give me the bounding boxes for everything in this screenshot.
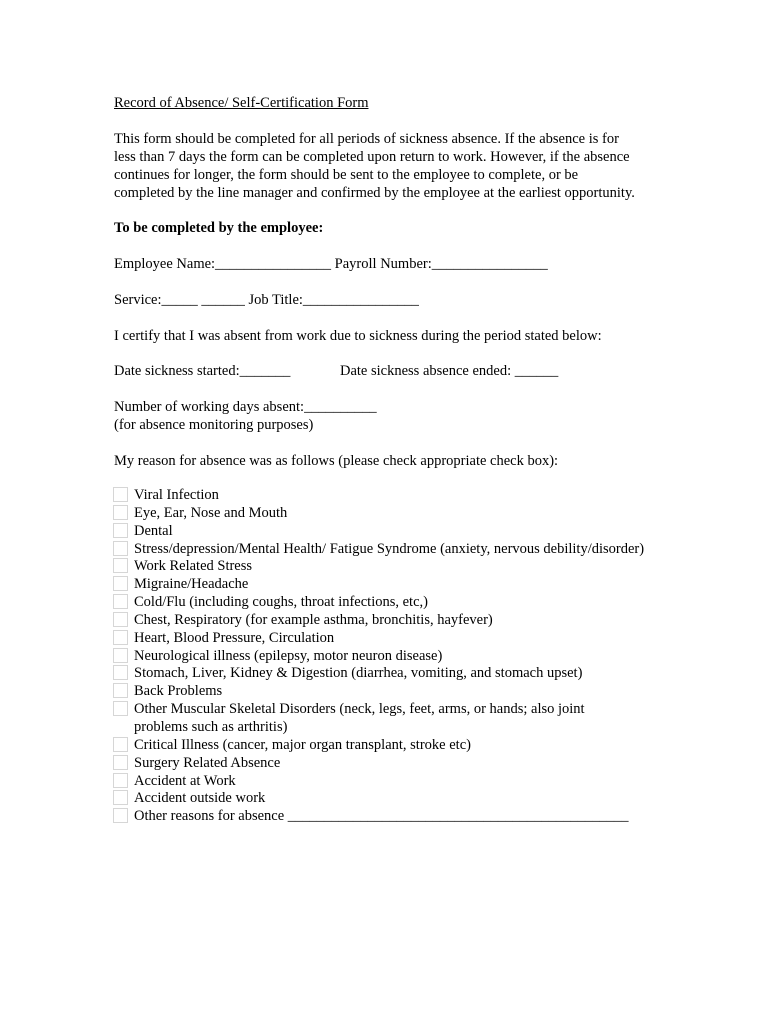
reason-item <box>113 505 713 523</box>
reason-item <box>113 576 713 594</box>
reason-item <box>113 612 713 630</box>
reason-prompt: My reason for absence was as follows (please check appropriate check box): <box>114 453 559 469</box>
reason-label[interactable]: Other reasons for absence _______________________________________________ <box>134 808 629 825</box>
reason-label: Migraine/Headache <box>134 576 249 593</box>
reason-checkbox[interactable] <box>113 808 128 823</box>
reason-item <box>113 701 713 737</box>
reason-checkbox[interactable] <box>113 576 128 591</box>
working-days-absent-field[interactable]: Number of working days absent:__________ <box>114 399 377 415</box>
reason-checkbox[interactable] <box>113 790 128 805</box>
reason-checkbox[interactable] <box>113 523 128 538</box>
reason-label: Chest, Respiratory (for example asthma, bronchitis, hayfever) <box>134 611 493 628</box>
employee-section-heading: To be completed by the employee: <box>114 220 324 236</box>
reason-checkbox[interactable] <box>113 612 128 627</box>
reason-checkbox[interactable] <box>113 701 128 716</box>
reason-item <box>113 523 713 541</box>
service-job-title-field[interactable]: Service:_____ ______ Job Title:________________ <box>114 292 419 308</box>
reason-item <box>113 790 713 808</box>
date-ended-field[interactable]: Date sickness absence ended: ______ <box>340 363 559 379</box>
reason-label: Viral Infection <box>134 487 219 503</box>
reason-checkbox[interactable] <box>113 505 128 520</box>
employee-name-payroll-field[interactable]: Employee Name:________________ Payroll Number:________________ <box>114 256 548 272</box>
working-days-absent-note: (for absence monitoring purposes) <box>114 417 314 433</box>
reason-item <box>113 665 713 683</box>
certify-statement: I certify that I was absent from work due to sickness during the period stated below: <box>114 328 602 344</box>
reason-checkbox[interactable] <box>113 558 128 573</box>
reason-item <box>113 594 713 612</box>
reason-item <box>113 541 713 559</box>
reason-label: Surgery Related Absence <box>134 754 281 771</box>
intro-line: continues for longer, the form should be sent to the employee to complete, or be <box>114 167 579 183</box>
reason-label: Cold/Flu (including coughs, throat infections, etc,) <box>134 594 428 611</box>
reason-label: Accident outside work <box>134 790 266 807</box>
reason-checkbox[interactable] <box>113 755 128 770</box>
reason-checkbox[interactable] <box>113 648 128 663</box>
reason-item <box>113 683 713 701</box>
form-title: Record of Absence/ Self-Certification Form <box>114 95 369 111</box>
intro-line: less than 7 days the form can be completed upon return to work. However, if the absence <box>114 149 630 165</box>
reason-label: Accident at Work <box>134 772 236 789</box>
reason-checkbox[interactable] <box>113 594 128 609</box>
reason-item <box>113 755 713 773</box>
reason-item <box>113 773 713 791</box>
reason-item <box>113 487 713 505</box>
reason-label: Critical Illness (cancer, major organ transplant, stroke etc) <box>134 736 471 753</box>
reason-item <box>113 648 713 666</box>
reason-label: Eye, Ear, Nose and Mouth <box>134 504 288 521</box>
reason-item <box>113 630 713 648</box>
reason-label: Stomach, Liver, Kidney & Digestion (diarrhea, vomiting, and stomach upset) <box>134 665 583 682</box>
reason-checkbox[interactable] <box>113 630 128 645</box>
reason-item <box>113 737 713 755</box>
reason-checkbox[interactable] <box>113 773 128 788</box>
reason-label: Work Related Stress <box>134 558 253 575</box>
reason-checklist <box>113 487 713 826</box>
reason-label: Other Muscular Skeletal Disorders (neck, legs, feet, arms, or hands; also joint <box>134 701 585 718</box>
reason-checkbox[interactable] <box>113 541 128 556</box>
intro-paragraph <box>114 130 635 202</box>
intro-line: This form should be completed for all periods of sickness absence. If the absence is for <box>114 131 619 147</box>
reason-label: Neurological illness (epilepsy, motor neuron disease) <box>134 647 443 664</box>
reason-label: Stress/depression/Mental Health/ Fatigue Syndrome (anxiety, nervous debility/disorder) <box>134 540 645 557</box>
date-started-field[interactable]: Date sickness started:_______ <box>114 363 291 379</box>
reason-label: Back Problems <box>134 683 223 700</box>
reason-label: Dental <box>134 522 173 539</box>
reason-label-continuation: problems such as arthritis) <box>134 718 288 735</box>
reason-checkbox[interactable] <box>113 665 128 680</box>
reason-label: Heart, Blood Pressure, Circulation <box>134 629 335 646</box>
reason-item <box>113 808 713 826</box>
reason-item <box>113 558 713 576</box>
reason-checkbox[interactable] <box>113 737 128 752</box>
reason-checkbox[interactable] <box>113 487 128 502</box>
reason-checkbox[interactable] <box>113 683 128 698</box>
intro-line: completed by the line manager and confirmed by the employee at the earliest opportunity. <box>114 185 635 201</box>
